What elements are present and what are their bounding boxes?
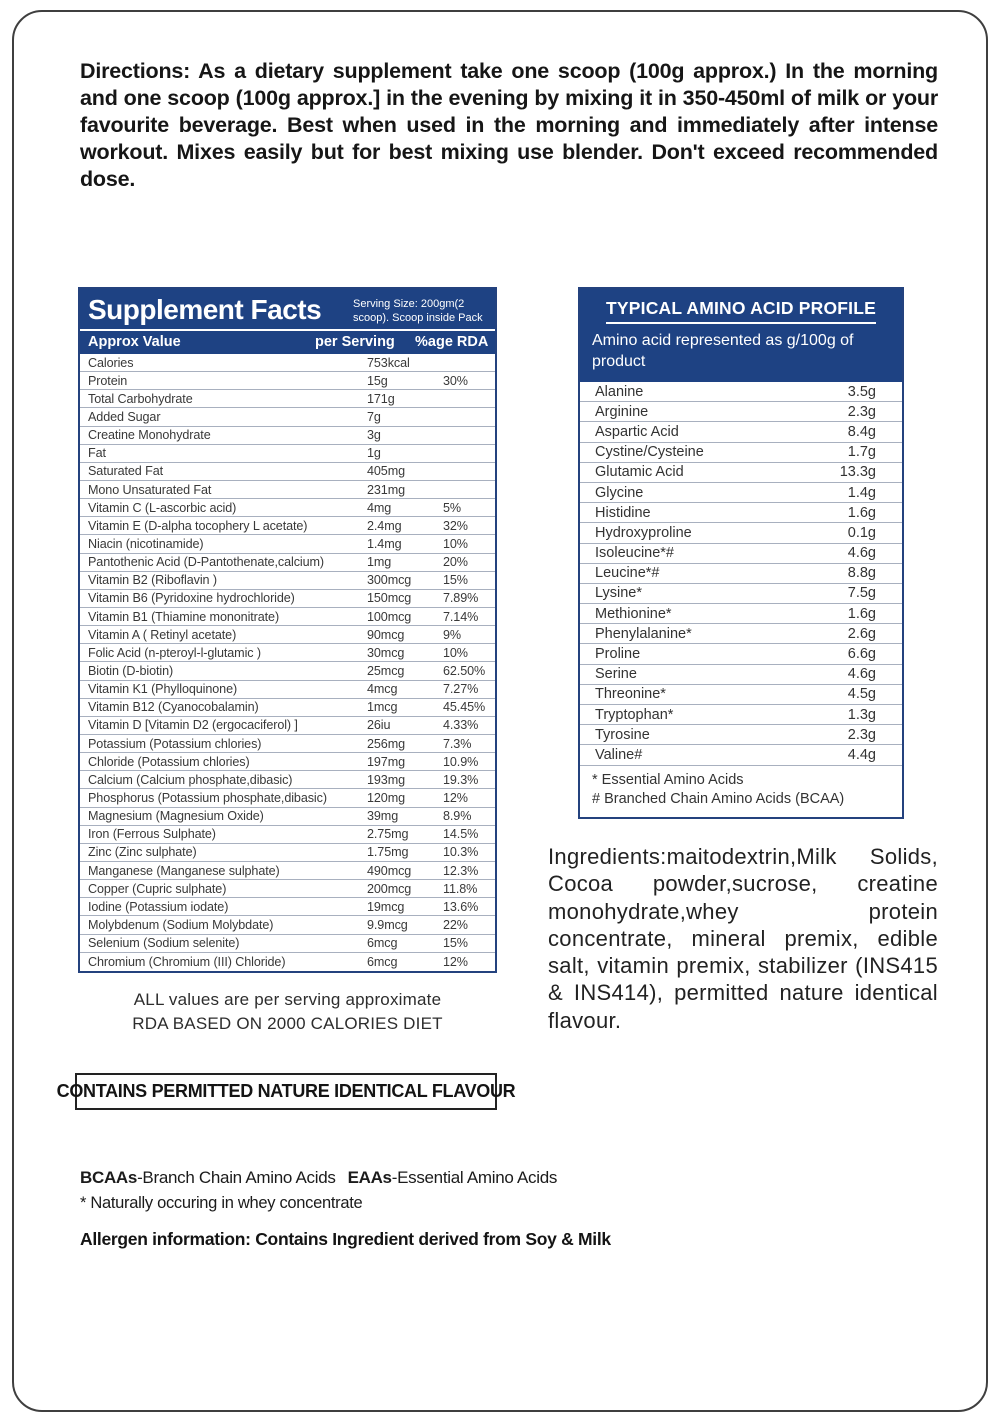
amino-acid-name: Aspartic Acid xyxy=(595,423,679,440)
amino-acid-name: Arginine xyxy=(595,403,649,420)
nutrient-amount: 1.4mg xyxy=(367,536,402,551)
nutrient-name: Vitamin E (D-alpha tocophery L acetate) xyxy=(88,518,308,533)
table-row xyxy=(80,808,495,826)
table-row xyxy=(580,443,902,463)
amino-acid-value: 4.5g xyxy=(847,686,876,703)
table-row xyxy=(580,483,902,503)
supplement-facts-rows xyxy=(80,354,495,971)
nutrient-name: Vitamin B6 (Pyridoxine hydrochloride) xyxy=(88,591,295,606)
amino-acid-name: Methionine* xyxy=(595,605,672,622)
nutrient-name: Iron (Ferrous Sulphate) xyxy=(88,827,216,842)
table-row xyxy=(80,572,495,590)
nutrient-name: Creatine Monohydrate xyxy=(88,428,211,443)
nutrient-rda-percent: 9% xyxy=(443,627,462,642)
table-row xyxy=(580,564,902,584)
table-row xyxy=(80,644,495,662)
nutrient-rda-percent: 7.14% xyxy=(443,609,479,624)
table-row xyxy=(80,699,495,717)
nutrient-amount: 30mcg xyxy=(367,645,405,660)
nutrient-amount: 405mg xyxy=(367,464,406,479)
table-row xyxy=(80,463,495,481)
amino-acid-name: Lysine* xyxy=(595,585,643,602)
table-row xyxy=(80,481,495,499)
table-row xyxy=(580,463,902,483)
nutrient-rda-percent: 7.89% xyxy=(443,591,479,606)
nutrient-amount: 4mcg xyxy=(367,682,398,697)
nutrient-name: Potassium (Potassium chlories) xyxy=(88,736,262,751)
amino-acid-name: Proline xyxy=(595,646,641,663)
table-row xyxy=(580,725,902,745)
nutrient-name: Added Sugar xyxy=(88,409,161,424)
nutrient-name: Mono Unsaturated Fat xyxy=(88,482,212,497)
nutrient-rda-percent: 45.45% xyxy=(443,700,486,715)
essential-footnote: * Essential Amino Acids xyxy=(592,771,744,788)
table-row xyxy=(80,626,495,644)
nutrient-amount: 100mcg xyxy=(367,609,412,624)
nutrient-rda-percent: 10.3% xyxy=(443,845,479,860)
table-row xyxy=(80,898,495,916)
nutrient-amount: 26iu xyxy=(367,718,391,733)
amino-acid-name: Glycine xyxy=(595,484,644,501)
nutrient-rda-percent: 10% xyxy=(443,645,468,660)
table-row xyxy=(580,503,902,523)
table-row xyxy=(80,390,495,408)
nutrient-name: Selenium (Sodium selenite) xyxy=(88,936,240,951)
flavour-statement-text: CONTAINS PERMITTED NATURE IDENTICAL FLAVOUR xyxy=(56,1081,516,1101)
nutrient-rda-percent: 20% xyxy=(443,555,468,570)
nutrient-amount: 1mg xyxy=(367,555,392,570)
eaa-abbr: EAAs xyxy=(347,1168,392,1187)
nutrient-rda-percent: 14.5% xyxy=(443,827,479,842)
nutrient-name: Vitamin C (L-ascorbic acid) xyxy=(88,500,237,515)
per-serving-note xyxy=(78,988,497,1036)
amino-acid-name: Alanine xyxy=(595,383,644,400)
table-row xyxy=(580,523,902,543)
nutrient-amount: 2.4mg xyxy=(367,518,402,533)
nutrient-amount: 25mcg xyxy=(367,663,405,678)
nutrient-name: Copper (Cupric sulphate) xyxy=(88,881,227,896)
bcaa-footnote: # Branched Chain Amino Acids (BCAA) xyxy=(592,790,845,807)
nutrient-name: Molybdenum (Sodium Molybdate) xyxy=(88,917,274,932)
nutrient-amount: 4mg xyxy=(367,500,392,515)
nutrient-amount: 171g xyxy=(367,391,395,406)
nutrient-amount: 197mg xyxy=(367,754,406,769)
nutrient-amount: 193mg xyxy=(367,772,406,787)
nutrient-rda-percent: 30% xyxy=(443,373,468,388)
amino-acid-profile-subtitle: Amino acid represented as g/100g of product xyxy=(592,332,854,370)
nutrient-name: Vitamin K1 (Phylloquinone) xyxy=(88,682,238,697)
table-row xyxy=(80,916,495,934)
amino-acid-name: Hydroxyproline xyxy=(595,524,692,541)
nutrient-name: Chloride (Potassium chlories) xyxy=(88,754,250,769)
nutrient-amount: 1g xyxy=(367,446,381,461)
directions-paragraph: Directions: As a dietary supplement take one scoop (100g approx.) In the morning and one scoop (100g approx.] in the evening by mixing it in 350-450ml of milk or your favourite beverage. Best when used in the morning and immediately after intense workout. Mixes easily but for best mixing use blender. Don't exceed recommended dose. xyxy=(80,59,938,191)
table-row xyxy=(80,953,495,971)
nutrient-name: Niacin (nicotinamide) xyxy=(88,536,204,551)
table-row xyxy=(580,584,902,604)
nutrient-rda-percent: 8.9% xyxy=(443,809,472,824)
nutrient-name: Chromium (Chromium (III) Chloride) xyxy=(88,954,286,969)
amino-acid-name: Phenylalanine* xyxy=(595,625,692,642)
amino-acid-value: 1.7g xyxy=(847,444,876,461)
nutrient-rda-percent: 12.3% xyxy=(443,863,479,878)
table-row xyxy=(80,499,495,517)
table-row xyxy=(80,717,495,735)
amino-acid-value: 1.4g xyxy=(847,484,876,501)
nutrient-name: Manganese (Manganese sulphate) xyxy=(88,863,280,878)
amino-acid-rows xyxy=(580,382,902,766)
amino-acid-value: 0.1g xyxy=(847,524,876,541)
nutrient-amount: 300mcg xyxy=(367,573,412,588)
nutrient-rda-percent: 22% xyxy=(443,917,468,932)
table-row xyxy=(80,554,495,572)
amino-acid-value: 7.5g xyxy=(847,585,876,602)
table-row xyxy=(580,644,902,664)
table-row xyxy=(80,826,495,844)
table-row xyxy=(80,735,495,753)
table-row xyxy=(580,705,902,725)
nutrient-name: Biotin (D-biotin) xyxy=(88,663,174,678)
nutrient-name: Zinc (Zinc sulphate) xyxy=(88,845,197,860)
table-row xyxy=(80,517,495,535)
nutrient-name: Total Carbohydrate xyxy=(88,391,193,406)
nutrient-amount: 6mcg xyxy=(367,954,398,969)
nutrient-name: Calcium (Calcium phosphate,dibasic) xyxy=(88,772,293,787)
table-row xyxy=(80,408,495,426)
amino-acid-name: Isoleucine*# xyxy=(595,545,674,562)
amino-acid-name: Tryptophan* xyxy=(595,706,674,723)
amino-acid-profile-header xyxy=(580,289,902,382)
nutrient-rda-percent: 10.9% xyxy=(443,754,479,769)
amino-acid-value: 6.6g xyxy=(847,646,876,663)
amino-acid-name: Leucine*# xyxy=(595,565,660,582)
nutrient-amount: 90mcg xyxy=(367,627,405,642)
table-row xyxy=(580,604,902,624)
nutrient-rda-percent: 13.6% xyxy=(443,899,479,914)
table-row xyxy=(80,753,495,771)
naturally-occuring-note: * Naturally occuring in whey concentrate xyxy=(80,1194,363,1212)
supplement-facts-table xyxy=(78,287,497,973)
nutrient-amount: 7g xyxy=(367,409,381,424)
nutrient-amount: 3g xyxy=(367,428,381,443)
bcaa-desc: -Branch Chain Amino Acids xyxy=(137,1168,336,1187)
amino-acid-name: Valine# xyxy=(595,746,643,763)
nutrient-rda-percent: 11.8% xyxy=(443,881,478,896)
nutrient-name: Phosphorus (Potassium phosphate,dibasic) xyxy=(88,790,327,805)
table-row xyxy=(580,665,902,685)
abbreviations-line xyxy=(80,1168,600,1188)
table-row xyxy=(580,382,902,402)
amino-acid-name: Cystine/Cysteine xyxy=(595,444,704,461)
table-row xyxy=(580,544,902,564)
table-row xyxy=(80,427,495,445)
nutrient-rda-percent: 7.27% xyxy=(443,682,479,697)
nutrient-rda-percent: 4.33% xyxy=(443,718,479,733)
nutrient-name: Pantothenic Acid (D-Pantothenate,calcium) xyxy=(88,555,325,570)
amino-acid-value: 2.6g xyxy=(847,625,876,642)
nutrient-amount: 150mcg xyxy=(367,591,412,606)
nutrient-name: Vitamin B1 (Thiamine mononitrate) xyxy=(88,609,280,624)
nutrient-rda-percent: 15% xyxy=(443,573,468,588)
nutrient-rda-percent: 32% xyxy=(443,518,468,533)
table-row xyxy=(80,935,495,953)
nutrient-name: Vitamin A ( Retinyl acetate) xyxy=(88,627,237,642)
table-row xyxy=(80,662,495,680)
column-header-rda: %age RDA xyxy=(415,334,489,350)
allergen-information: Allergen information: Contains Ingredient derived from Soy & Milk xyxy=(80,1229,611,1249)
nutrient-amount: 1.75mg xyxy=(367,845,409,860)
serving-size-text: Serving Size: 200gm(2 scoop). Scoop inside Pack xyxy=(353,298,483,324)
nutrient-amount: 200mcg xyxy=(367,881,412,896)
nutrient-amount: 19mcg xyxy=(367,899,405,914)
amino-acid-name: Glutamic Acid xyxy=(595,464,684,481)
nutrient-name: Iodine (Potassium iodate) xyxy=(88,899,229,914)
amino-acid-value: 1.3g xyxy=(847,706,876,723)
nutrient-name: Vitamin B2 (Riboflavin ) xyxy=(88,573,217,588)
nutrient-name: Fat xyxy=(88,446,106,461)
amino-acid-name: Histidine xyxy=(595,504,651,521)
amino-acid-name: Threonine* xyxy=(595,686,666,703)
table-row xyxy=(80,862,495,880)
amino-acid-profile-title: TYPICAL AMINO ACID PROFILE xyxy=(606,298,876,324)
table-row xyxy=(580,745,902,765)
nutrient-rda-percent: 7.3% xyxy=(443,736,472,751)
nutrient-name: Protein xyxy=(88,373,128,388)
amino-acid-value: 1.6g xyxy=(847,605,876,622)
nutrient-amount: 1mcg xyxy=(367,700,398,715)
supplement-facts-title: Supplement Facts xyxy=(88,294,322,325)
amino-acid-value: 4.6g xyxy=(847,666,876,683)
nutrient-rda-percent: 15% xyxy=(443,936,468,951)
nutrient-name: Saturated Fat xyxy=(88,464,164,479)
supplement-facts-header xyxy=(80,289,495,354)
bcaa-abbr: BCAAs xyxy=(80,1168,138,1187)
column-header-approx-value: Approx Value xyxy=(88,334,181,350)
per-serving-note-line2: RDA BASED ON 2000 CALORIES DIET xyxy=(132,1014,443,1033)
nutrient-name: Vitamin D [Vitamin D2 (ergocaciferol) ] xyxy=(88,718,298,733)
amino-acid-value: 3.5g xyxy=(847,383,876,400)
amino-acid-value: 8.8g xyxy=(847,565,876,582)
nutrient-amount: 15g xyxy=(367,373,388,388)
amino-acid-profile-table xyxy=(578,287,904,819)
amino-acid-value: 8.4g xyxy=(847,423,876,440)
table-row xyxy=(80,771,495,789)
nutrient-name: Calories xyxy=(88,355,134,370)
amino-acid-value: 2.3g xyxy=(847,403,876,420)
amino-acid-value: 4.6g xyxy=(847,545,876,562)
nutrient-amount: 120mg xyxy=(367,790,406,805)
amino-acid-value: 4.4g xyxy=(847,746,876,763)
table-row xyxy=(80,445,495,463)
supplement-facts-column-headers xyxy=(80,331,495,354)
nutrient-amount: 2.75mg xyxy=(367,827,409,842)
nutrient-name: Vitamin B12 (Cyanocobalamin) xyxy=(88,700,259,715)
amino-acid-value: 13.3g xyxy=(839,464,876,481)
nutrient-rda-percent: 12% xyxy=(443,790,468,805)
table-row xyxy=(80,681,495,699)
column-header-per-serving: per Serving xyxy=(315,334,395,350)
nutrient-amount: 6mcg xyxy=(367,936,398,951)
amino-acid-value: 2.3g xyxy=(847,726,876,743)
amino-acid-footnotes xyxy=(580,766,902,817)
nutrient-amount: 753kcal xyxy=(367,355,410,370)
table-row xyxy=(580,422,902,442)
nutrient-name: Magnesium (Magnesium Oxide) xyxy=(88,809,264,824)
nutrient-rda-percent: 5% xyxy=(443,500,462,515)
table-row xyxy=(80,354,495,372)
nutrient-rda-percent: 12% xyxy=(443,954,468,969)
table-row xyxy=(80,789,495,807)
nutrient-amount: 39mg xyxy=(367,809,399,824)
nutrient-amount: 490mcg xyxy=(367,863,412,878)
amino-acid-value: 1.6g xyxy=(847,504,876,521)
table-row xyxy=(80,372,495,390)
table-row xyxy=(80,608,495,626)
eaa-desc: -Essential Amino Acids xyxy=(391,1168,558,1187)
table-row xyxy=(580,402,902,422)
nutrient-rda-percent: 10% xyxy=(443,536,468,551)
ingredients-paragraph: Ingredients:maitodextrin,Milk Solids, Cocoa powder,sucrose, creatine monohydrate,whey protein concentrate, mineral premix, edible salt, vitamin premix, stabilizer (INS415 & INS414), permitted nature identical flavour. xyxy=(548,844,938,1033)
amino-acid-name: Tyrosine xyxy=(595,726,650,743)
table-row xyxy=(80,590,495,608)
nutrient-amount: 9.9mcg xyxy=(367,917,408,932)
amino-acid-name: Serine xyxy=(595,666,637,683)
flavour-statement-box xyxy=(56,1073,516,1110)
per-serving-note-line1: ALL values are per serving approximate xyxy=(133,990,442,1009)
nutrient-rda-percent: 19.3% xyxy=(443,772,479,787)
nutrient-rda-percent: 62.50% xyxy=(443,663,486,678)
table-row xyxy=(80,880,495,898)
table-row xyxy=(80,844,495,862)
table-row xyxy=(80,535,495,553)
table-row xyxy=(580,685,902,705)
nutrient-amount: 256mg xyxy=(367,736,406,751)
nutrient-amount: 231mg xyxy=(367,482,406,497)
nutrient-name: Folic Acid (n-pteroyl-l-glutamic ) xyxy=(88,645,261,660)
table-row xyxy=(580,624,902,644)
